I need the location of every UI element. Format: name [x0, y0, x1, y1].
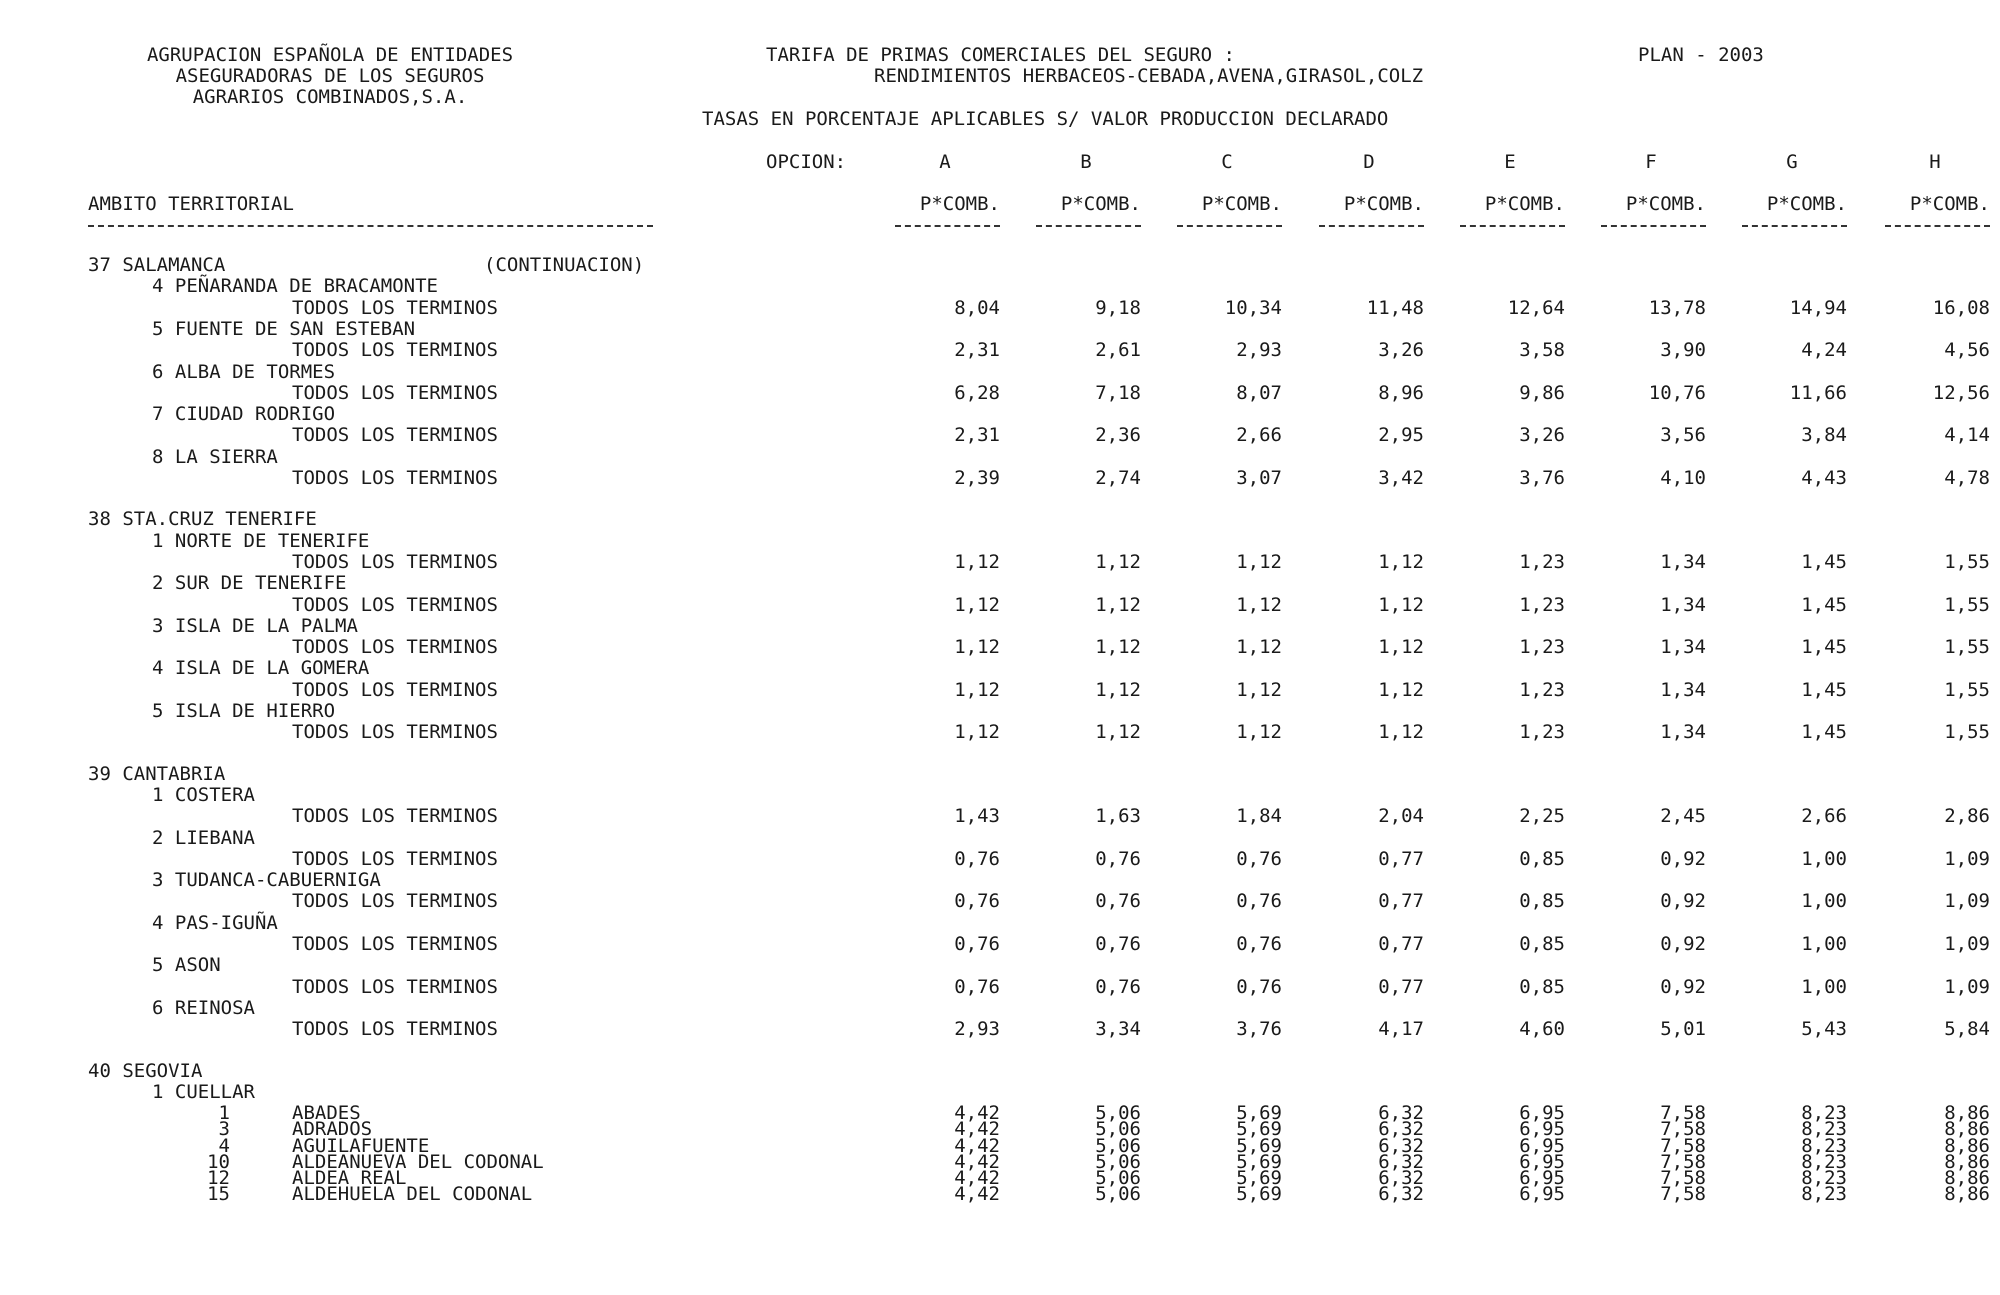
rate-cell: 4,10: [1660, 467, 1706, 489]
terms-label: TODOS LOS TERMINOS: [292, 636, 498, 659]
rate-cell: 1,23: [1519, 721, 1565, 744]
municipality-code: 12: [207, 1166, 230, 1189]
rate-cell: 1,12: [1378, 636, 1424, 659]
rate-cell: 5,01: [1660, 1018, 1706, 1041]
comarca-heading: 5 ASON: [152, 954, 221, 977]
rate-cell: 0,85: [1519, 933, 1565, 955]
pcomb-subheader: P*COMB.: [1343, 193, 1424, 215]
rate-cell: 6,95: [1519, 1118, 1565, 1141]
rate-cell: 6,95: [1519, 1166, 1565, 1189]
rate-cell: 8,23: [1801, 1183, 1847, 1206]
rate-cell: 0,76: [954, 847, 1000, 870]
pcomb-subheader: P*COMB.: [1060, 193, 1141, 215]
rate-cell: 7,18: [1095, 381, 1141, 404]
rate-cell: 0,76: [1236, 847, 1282, 870]
rate-cell: 0,76: [954, 975, 1000, 998]
municipality-name: ADRADOS: [292, 1118, 373, 1141]
municipality-name: ABADES: [292, 1102, 361, 1125]
rate-cell: 5,43: [1801, 1018, 1847, 1041]
rate-cell: 0,77: [1378, 890, 1424, 913]
rate-cell: 1,23: [1519, 593, 1565, 616]
rate-cell: 1,34: [1660, 678, 1706, 701]
rate-cell: 1,23: [1519, 550, 1565, 573]
rate-cell: 10,34: [1224, 296, 1282, 319]
plan-label: PLAN - 2003: [1638, 44, 1764, 66]
rate-cell: 1,55: [1944, 593, 1990, 616]
rate-cell: 11,48: [1366, 296, 1424, 319]
rate-cell: 5,69: [1236, 1134, 1282, 1157]
rate-cell: 1,00: [1801, 933, 1847, 955]
rate-cell: 0,77: [1378, 975, 1424, 998]
rate-cell: 8,86: [1944, 1166, 1990, 1189]
rate-cell: 1,84: [1236, 805, 1282, 828]
rate-cell: 2,86: [1944, 805, 1990, 828]
rate-cell: 1,45: [1801, 721, 1847, 744]
option-a-header: A: [939, 151, 951, 173]
rate-cell: 8,23: [1801, 1118, 1847, 1141]
rate-cell: 1,45: [1801, 550, 1847, 573]
column-rule: [895, 225, 1000, 227]
municipality-code: 1: [218, 1102, 230, 1125]
rate-cell: 0,92: [1660, 847, 1706, 870]
municipality-code: 3: [218, 1118, 230, 1141]
rate-cell: 7,58: [1660, 1134, 1706, 1157]
rate-cell: 3,34: [1095, 1018, 1141, 1041]
terms-label: TODOS LOS TERMINOS: [292, 933, 498, 955]
municipality-code: 10: [207, 1150, 230, 1173]
rate-cell: 1,09: [1944, 847, 1990, 870]
rate-cell: 4,42: [954, 1102, 1000, 1125]
municipality-name: ALDEANUEVA DEL CODONAL: [292, 1150, 544, 1173]
rate-cell: 1,43: [954, 805, 1000, 828]
rate-cell: 0,92: [1660, 890, 1706, 913]
rate-cell: 4,60: [1519, 1018, 1565, 1041]
comarca-heading: 2 LIEBANA: [152, 826, 255, 849]
rate-cell: 3,56: [1660, 424, 1706, 447]
rate-cell: 1,63: [1095, 805, 1141, 828]
column-rule: [1319, 225, 1424, 227]
rate-cell: 1,45: [1801, 678, 1847, 701]
rate-cell: 9,86: [1519, 381, 1565, 404]
opcion-label: OPCION:: [766, 151, 847, 173]
rate-cell: 12,56: [1932, 381, 1990, 404]
rate-cell: 4,78: [1944, 467, 1990, 489]
rate-cell: 5,06: [1095, 1183, 1141, 1206]
rate-cell: 3,90: [1660, 339, 1706, 362]
rate-cell: 2,45: [1660, 805, 1706, 828]
rate-cell: 8,86: [1944, 1118, 1990, 1141]
rate-cell: 8,96: [1378, 381, 1424, 404]
rate-cell: 0,76: [1236, 933, 1282, 955]
terms-label: TODOS LOS TERMINOS: [292, 424, 498, 447]
province-heading: 40 SEGOVIA: [88, 1059, 203, 1082]
rate-cell: 8,04: [954, 296, 1000, 319]
rate-cell: 2,74: [1095, 467, 1141, 489]
continuation-note: (CONTINUACION): [484, 254, 645, 276]
terms-label: TODOS LOS TERMINOS: [292, 467, 498, 489]
rate-cell: 5,69: [1236, 1102, 1282, 1125]
rate-cell: 5,06: [1095, 1166, 1141, 1189]
rate-cell: 0,76: [1095, 890, 1141, 913]
comarca-heading: 1 COSTERA: [152, 783, 255, 806]
rate-cell: 8,86: [1944, 1150, 1990, 1173]
terms-label: TODOS LOS TERMINOS: [292, 593, 498, 616]
rate-cell: 7,58: [1660, 1150, 1706, 1173]
rate-cell: 1,12: [1378, 721, 1424, 744]
rate-cell: 1,55: [1944, 721, 1990, 744]
rate-cell: 1,00: [1801, 975, 1847, 998]
rate-cell: 3,58: [1519, 339, 1565, 362]
rate-cell: 11,66: [1789, 381, 1847, 404]
comarca-heading: 5 FUENTE DE SAN ESTEBAN: [152, 317, 416, 340]
rate-cell: 1,12: [1095, 636, 1141, 659]
rate-cell: 7,58: [1660, 1166, 1706, 1189]
option-b-header: B: [1080, 151, 1092, 173]
rate-cell: 2,66: [1236, 424, 1282, 447]
rate-cell: 1,34: [1660, 593, 1706, 616]
org-name-line1: AGRUPACION ESPAÑOLA DE ENTIDADES: [146, 44, 514, 66]
column-rule: [1460, 225, 1565, 227]
rate-cell: 4,24: [1801, 339, 1847, 362]
ambito-territorial-label: AMBITO TERRITORIAL: [88, 193, 294, 215]
rate-cell: 5,69: [1236, 1183, 1282, 1206]
comarca-heading: 3 ISLA DE LA PALMA: [152, 614, 358, 637]
rate-cell: 0,76: [954, 890, 1000, 913]
rate-cell: 1,12: [954, 678, 1000, 701]
option-h-header: H: [1929, 151, 1941, 173]
rate-cell: 5,69: [1236, 1150, 1282, 1173]
column-rule: [1742, 225, 1847, 227]
rate-cell: 0,85: [1519, 847, 1565, 870]
pcomb-subheader: P*COMB.: [919, 193, 1000, 215]
municipality-code: 15: [207, 1183, 230, 1206]
rate-cell: 5,06: [1095, 1118, 1141, 1141]
rate-cell: 2,93: [1236, 339, 1282, 362]
rate-cell: 1,12: [1236, 721, 1282, 744]
rate-cell: 1,12: [1095, 593, 1141, 616]
rate-cell: 4,42: [954, 1134, 1000, 1157]
rate-cell: 8,86: [1944, 1183, 1990, 1206]
rate-cell: 9,18: [1095, 296, 1141, 319]
rate-cell: 1,55: [1944, 636, 1990, 659]
rate-cell: 0,76: [1095, 847, 1141, 870]
rate-cell: 1,12: [1378, 593, 1424, 616]
rate-cell: 6,95: [1519, 1134, 1565, 1157]
comarca-heading: 4 PEÑARANDA DE BRACAMONTE: [152, 275, 438, 298]
org-name-line3: AGRARIOS COMBINADOS,S.A.: [192, 86, 468, 108]
column-rule: [1036, 225, 1141, 227]
rate-cell: 6,32: [1378, 1150, 1424, 1173]
rate-cell: 6,32: [1378, 1183, 1424, 1206]
municipality-name: AGUILAFUENTE: [292, 1134, 430, 1157]
rate-cell: 1,12: [1095, 678, 1141, 701]
rate-cell: 5,06: [1095, 1150, 1141, 1173]
rate-cell: 6,95: [1519, 1150, 1565, 1173]
header-rule: [88, 225, 653, 227]
terms-label: TODOS LOS TERMINOS: [292, 721, 498, 744]
rate-cell: 4,42: [954, 1118, 1000, 1141]
rate-cell: 8,23: [1801, 1150, 1847, 1173]
province-heading: 39 CANTABRIA: [88, 762, 226, 785]
column-rule: [1177, 225, 1282, 227]
terms-label: TODOS LOS TERMINOS: [292, 805, 498, 828]
terms-label: TODOS LOS TERMINOS: [292, 339, 498, 362]
rate-cell: 6,95: [1519, 1183, 1565, 1206]
rate-cell: 8,86: [1944, 1134, 1990, 1157]
rate-cell: 4,42: [954, 1166, 1000, 1189]
comarca-heading: 3 TUDANCA-CABUERNIGA: [152, 869, 381, 892]
rate-cell: 1,34: [1660, 550, 1706, 573]
rate-cell: 3,07: [1236, 467, 1282, 489]
rate-cell: 4,42: [954, 1150, 1000, 1173]
rate-cell: 1,00: [1801, 890, 1847, 913]
comarca-heading: 6 REINOSA: [152, 996, 255, 1019]
rate-cell: 0,92: [1660, 975, 1706, 998]
rate-cell: 1,12: [1378, 678, 1424, 701]
comarca-heading: 6 ALBA DE TORMES: [152, 360, 336, 383]
rate-cell: 1,12: [1236, 550, 1282, 573]
rate-cell: 1,23: [1519, 636, 1565, 659]
province-heading: 38 STA.CRUZ TENERIFE: [88, 508, 317, 531]
rate-cell: 3,84: [1801, 424, 1847, 447]
terms-label: TODOS LOS TERMINOS: [292, 296, 498, 319]
rate-cell: 3,42: [1378, 467, 1424, 489]
rate-cell: 0,76: [1236, 975, 1282, 998]
rate-cell: 0,92: [1660, 933, 1706, 955]
rate-cell: 2,25: [1519, 805, 1565, 828]
rate-cell: 1,12: [1095, 550, 1141, 573]
comarca-heading: 4 PAS-IGUÑA: [152, 911, 278, 934]
rate-cell: 1,34: [1660, 636, 1706, 659]
rate-cell: 0,85: [1519, 975, 1565, 998]
rate-cell: 1,12: [954, 593, 1000, 616]
rate-cell: 1,12: [1236, 678, 1282, 701]
option-g-header: G: [1786, 151, 1798, 173]
column-rule: [1885, 225, 1990, 227]
rate-cell: 7,58: [1660, 1183, 1706, 1206]
terms-label: TODOS LOS TERMINOS: [292, 1018, 498, 1041]
rate-cell: 0,76: [1095, 933, 1141, 955]
rate-cell: 3,76: [1236, 1018, 1282, 1041]
rate-cell: 1,34: [1660, 721, 1706, 744]
comarca-heading: 4 ISLA DE LA GOMERA: [152, 657, 370, 680]
rate-cell: 8,07: [1236, 381, 1282, 404]
rate-cell: 8,23: [1801, 1102, 1847, 1125]
rate-cell: 2,39: [954, 467, 1000, 489]
rate-cell: 0,76: [954, 933, 1000, 955]
rate-cell: 1,00: [1801, 847, 1847, 870]
rate-cell: 5,69: [1236, 1166, 1282, 1189]
comarca-heading: 5 ISLA DE HIERRO: [152, 700, 336, 722]
rate-cell: 1,45: [1801, 636, 1847, 659]
rate-cell: 2,36: [1095, 424, 1141, 447]
terms-label: TODOS LOS TERMINOS: [292, 550, 498, 573]
pcomb-subheader: P*COMB.: [1909, 193, 1990, 215]
rate-cell: 5,06: [1095, 1102, 1141, 1125]
comarca-heading: 7 CIUDAD RODRIGO: [152, 403, 336, 426]
rate-cell: 2,61: [1095, 339, 1141, 362]
rate-cell: 3,76: [1519, 467, 1565, 489]
rate-cell: 1,09: [1944, 933, 1990, 955]
rate-cell: 3,26: [1519, 424, 1565, 447]
rate-cell: 4,43: [1801, 467, 1847, 489]
rate-cell: 14,94: [1789, 296, 1847, 319]
pcomb-subheader: P*COMB.: [1766, 193, 1847, 215]
option-d-header: D: [1363, 151, 1375, 173]
comarca-heading: 8 LA SIERRA: [152, 445, 278, 468]
municipality-code: 4: [218, 1134, 230, 1157]
document-title: TARIFA DE PRIMAS COMERCIALES DEL SEGURO :: [766, 44, 1235, 66]
rate-cell: 7,58: [1660, 1102, 1706, 1125]
comarca-heading: 1 CUELLAR: [152, 1080, 255, 1103]
rate-cell: 6,32: [1378, 1102, 1424, 1125]
rate-cell: 0,85: [1519, 890, 1565, 913]
option-c-header: C: [1221, 151, 1233, 173]
document-subtitle: TASAS EN PORCENTAJE APLICABLES S/ VALOR PRODUCCION DECLARADO: [702, 108, 1389, 130]
rate-cell: 2,31: [954, 339, 1000, 362]
rate-cell: 2,93: [954, 1018, 1000, 1041]
rate-cell: 1,12: [954, 636, 1000, 659]
rate-cell: 16,08: [1932, 296, 1990, 319]
rate-cell: 8,86: [1944, 1102, 1990, 1125]
rate-cell: 6,32: [1378, 1166, 1424, 1189]
rate-cell: 4,56: [1944, 339, 1990, 362]
terms-label: TODOS LOS TERMINOS: [292, 890, 498, 913]
pcomb-subheader: P*COMB.: [1625, 193, 1706, 215]
rate-cell: 1,09: [1944, 975, 1990, 998]
rate-cell: 1,12: [954, 721, 1000, 744]
rate-cell: 5,06: [1095, 1134, 1141, 1157]
rate-cell: 2,04: [1378, 805, 1424, 828]
rate-cell: 1,12: [1236, 593, 1282, 616]
comarca-heading: 1 NORTE DE TENERIFE: [152, 529, 370, 552]
rate-cell: 0,77: [1378, 933, 1424, 955]
province-heading: 37 SALAMANCA: [88, 254, 226, 276]
rate-cell: 3,26: [1378, 339, 1424, 362]
rate-cell: 1,55: [1944, 550, 1990, 573]
municipality-name: ALDEA REAL: [292, 1166, 407, 1189]
terms-label: TODOS LOS TERMINOS: [292, 975, 498, 998]
rate-cell: 6,32: [1378, 1134, 1424, 1157]
rate-cell: 13,78: [1648, 296, 1706, 319]
rate-cell: 2,31: [954, 424, 1000, 447]
rate-cell: 1,23: [1519, 678, 1565, 701]
rate-cell: 1,09: [1944, 890, 1990, 913]
option-f-header: F: [1645, 151, 1657, 173]
rate-cell: 5,84: [1944, 1018, 1990, 1041]
terms-label: TODOS LOS TERMINOS: [292, 381, 498, 404]
rate-cell: 1,45: [1801, 593, 1847, 616]
rate-cell: 2,66: [1801, 805, 1847, 828]
rate-cell: 1,12: [1236, 636, 1282, 659]
rate-cell: 0,76: [1236, 890, 1282, 913]
rate-cell: 4,17: [1378, 1018, 1424, 1041]
rate-cell: 4,14: [1944, 424, 1990, 447]
terms-label: TODOS LOS TERMINOS: [292, 678, 498, 701]
municipality-name: ALDEHUELA DEL CODONAL: [292, 1183, 533, 1206]
pcomb-subheader: P*COMB.: [1201, 193, 1282, 215]
rate-cell: 0,76: [1095, 975, 1141, 998]
option-e-header: E: [1504, 151, 1516, 173]
rate-cell: 8,23: [1801, 1166, 1847, 1189]
document-title-line2: RENDIMIENTOS HERBACEOS-CEBADA,AVENA,GIRASOL,COLZ: [874, 65, 1424, 87]
rate-cell: 8,23: [1801, 1134, 1847, 1157]
rate-cell: 4,42: [954, 1183, 1000, 1206]
rate-cell: 7,58: [1660, 1118, 1706, 1141]
pcomb-subheader: P*COMB.: [1484, 193, 1565, 215]
rate-cell: 6,28: [954, 381, 1000, 404]
comarca-heading: 2 SUR DE TENERIFE: [152, 572, 347, 595]
rate-cell: 6,95: [1519, 1102, 1565, 1125]
rate-cell: 1,12: [954, 550, 1000, 573]
rate-cell: 2,95: [1378, 424, 1424, 447]
rate-cell: 5,69: [1236, 1118, 1282, 1141]
terms-label: TODOS LOS TERMINOS: [292, 847, 498, 870]
rate-cell: 12,64: [1507, 296, 1565, 319]
rate-cell: 10,76: [1648, 381, 1706, 404]
rate-cell: 6,32: [1378, 1118, 1424, 1141]
column-rule: [1601, 225, 1706, 227]
org-name-line2: ASEGURADORAS DE LOS SEGUROS: [175, 65, 485, 87]
rate-cell: 1,12: [1378, 550, 1424, 573]
rate-cell: 0,77: [1378, 847, 1424, 870]
rate-cell: 1,12: [1095, 721, 1141, 744]
rate-cell: 1,55: [1944, 678, 1990, 701]
